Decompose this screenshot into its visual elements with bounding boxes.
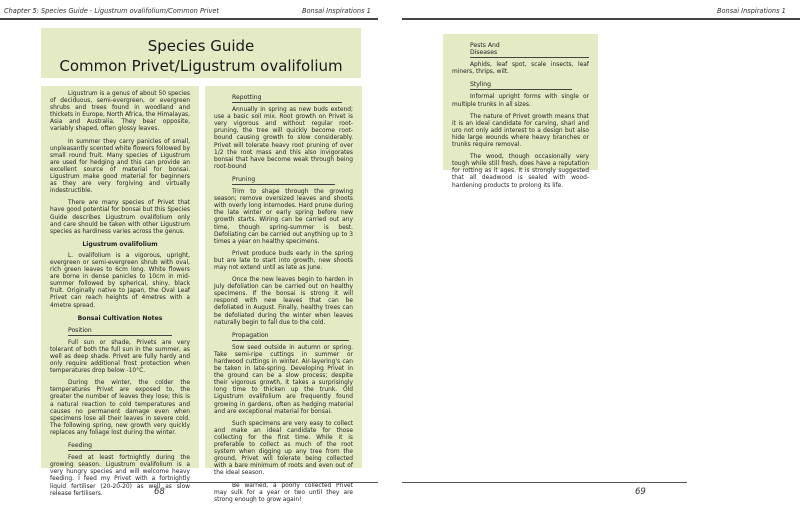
paragraph: Annually in spring as new buds extend; use a basic soil mix. Root growth on Privet is very vigorous and without regular root-pruning, the tree will quickly become root-bound causing growth to slow considerably. Privet will tolerate heavy root pruning of over 1/2 the root mass and this also invigorates bonsai that have become weak through being root-bound xyxy=(214,107,353,170)
subheading-label: Feeding xyxy=(68,442,172,451)
paragraph: L. ovalifolium is a vigorous, upright, evergreen or semi-evergreen shrub with oval, rich green leaves to 6cm long. White flowers are borne in dense panicles to 10cm in mid-summer followed by spherical, shiny, black fruit. Originally native to Japan, the Oval Leaf Privet can reach heights of 4metres with a 4metre spread. xyxy=(50,252,190,309)
paragraph: Be warned, a poorly collected Privet may sulk for a year or two until they are strong enough to grow again! xyxy=(214,482,353,503)
paragraph: The wood, though occasionally very tough while still fresh, does have a reputation for rotting as it ages. It is strongly suggested that all deadwood is sealed with wood-hardening products to prolong its life. xyxy=(452,154,589,189)
section-heading: Bonsai Cultivation Notes xyxy=(77,314,163,322)
footer-rule-left xyxy=(118,482,378,483)
paragraph: During the winter, the colder the temperatures Privet are exposed to, the greater the number of leaves they lose; this is a natural reaction to cold temperatures and causes no permanent damage even when specimens lose all their leaves in severe cold. The following spring, new growth very quickly replaces any foliage lost during the winter. xyxy=(50,380,190,436)
section-heading: Ligustrum ovalifolium xyxy=(82,240,158,248)
paragraph: Full sun or shade, Privets are very tolerant of both the full sun in the summer, as well as deep shade. Privet are fully hardy and only require additional frost protection when temperatures drop below -10°C. xyxy=(50,339,190,375)
header-book-title-right: Bonsai Inspirations 1 xyxy=(717,7,786,15)
header-rule-left xyxy=(0,18,378,20)
subheading-feeding xyxy=(68,442,190,451)
paragraph: Once the new leaves begin to harden in July defoliation can be carried out on healthy specimens. If the bonsai is strong it will respond with new leaves that can be defoliated in August. Finally, healthy trees can be defoliated during the winter when leaves naturally begin to fall due to the cold. xyxy=(214,277,353,326)
paragraph: Ligustrum is a genus of about 50 species of deciduous, semi-evergreen, or evergreen shrubs and trees found in woodland and thickets in Europe, North Africa, the Himalayas, Asia and Australia. They bear opposite, variably shaped, often glossy leaves. xyxy=(50,91,190,133)
subheading-styling xyxy=(470,81,589,90)
paragraph: There are many species of Privet that have good potential for bonsai but this Species Guide describes Ligustrum ovalifolium only and care should be taken with other Ligustrum species as hardiness varies across the genus. xyxy=(50,200,190,235)
paragraph: Privet produce buds early in the spring but are late to start into growth, new shoots may not extend until as late as June. xyxy=(214,250,353,271)
subheading-label: Pests And Diseases xyxy=(470,42,589,58)
subheading-propagation xyxy=(232,332,353,341)
subheading-label: Position xyxy=(68,327,172,336)
paragraph: Informal upright forms with single or multiple trunks in all sizes. xyxy=(452,94,589,108)
page-header xyxy=(0,0,800,19)
header-book-title-left: Bonsai Inspirations 1 xyxy=(302,7,371,15)
subheading-label: Styling xyxy=(470,81,572,90)
text-column-2 xyxy=(205,86,362,503)
subheading-repotting xyxy=(232,94,353,103)
page-subtitle: Common Privet/Ligustrum ovalifolium xyxy=(59,57,343,75)
subheading-label: Repotting xyxy=(232,94,342,103)
header-chapter-title: Chapter 5: Species Guide - Ligustrum ovalifolium/Common Privet xyxy=(4,7,220,15)
paragraph: In summer they carry panicles of small, unpleasantly scented white flowers followed by small round fruit. Many species of Ligustrum are used for hedging and this can provide an excellent source of material for bonsai. Ligustrum make good material for beginners as they are very forgiving and virtually indestructible. xyxy=(50,138,190,195)
header-rule-right xyxy=(402,18,800,20)
paragraph: Sow seed outside in autumn or spring. Take semi-ripe cuttings in summer or hardwood cuttings in winter. Air-layering's can be taken in late-spring. Developing Privet in the ground can be a slow process; despite their vigorous growth, it takes a surprisingly long time to thicken up the trunk. Old Ligustrum ovalifolium are frequently found growing in gardens, often as hedging material and are exceptional material for bonsai. xyxy=(214,344,353,415)
subheading-position xyxy=(68,327,190,336)
subheading-label: Pruning xyxy=(232,176,335,185)
paragraph: Such specimens are very easy to collect and make an ideal candidate for those collecting for the first time. While it is preferable to collect as much of the root system when digging up any tree from the ground, Privet will tolerate being collected with a bare minimum of roots and even out of the ideal season. xyxy=(214,420,353,477)
title-panel xyxy=(41,28,361,78)
subheading-label: Propagation xyxy=(232,332,349,341)
footer-rule-right xyxy=(402,482,687,483)
text-column-3 xyxy=(443,34,598,189)
page-number-left: 68 xyxy=(154,487,165,497)
paragraph: Trim to shape through the growing season; remove oversized leaves and shoots with overly long internodes. Hard prune during the late winter or early spring before new growth starts. Wiring can be carried out any time, though spring-summer is best. Defoliating can be carried out anything up to 3 times a year on healthy specimens. xyxy=(214,189,353,245)
subheading-pruning xyxy=(232,176,353,185)
page-number-right: 69 xyxy=(635,487,646,497)
paragraph: Aphids, leaf spot, scale insects, leaf miners, thrips, wilt. xyxy=(452,62,589,76)
page-title: Species Guide xyxy=(147,37,255,55)
paragraph: The nature of Privet growth means that it is an ideal candidate for carving, shari and uro not only add interest to a design but also hide large wounds where heavy branches or trunks require removal. xyxy=(452,113,589,149)
subheading-pests xyxy=(470,42,589,58)
paragraph: Feed at least fortnightly during the growing season. Ligustrum ovalifolium is a very hungry species and will welcome heavy feeding. I feed my Privet with a fortnightly liquid fertiliser (20-20-20) as well as slow release fertilisers. xyxy=(50,455,190,497)
